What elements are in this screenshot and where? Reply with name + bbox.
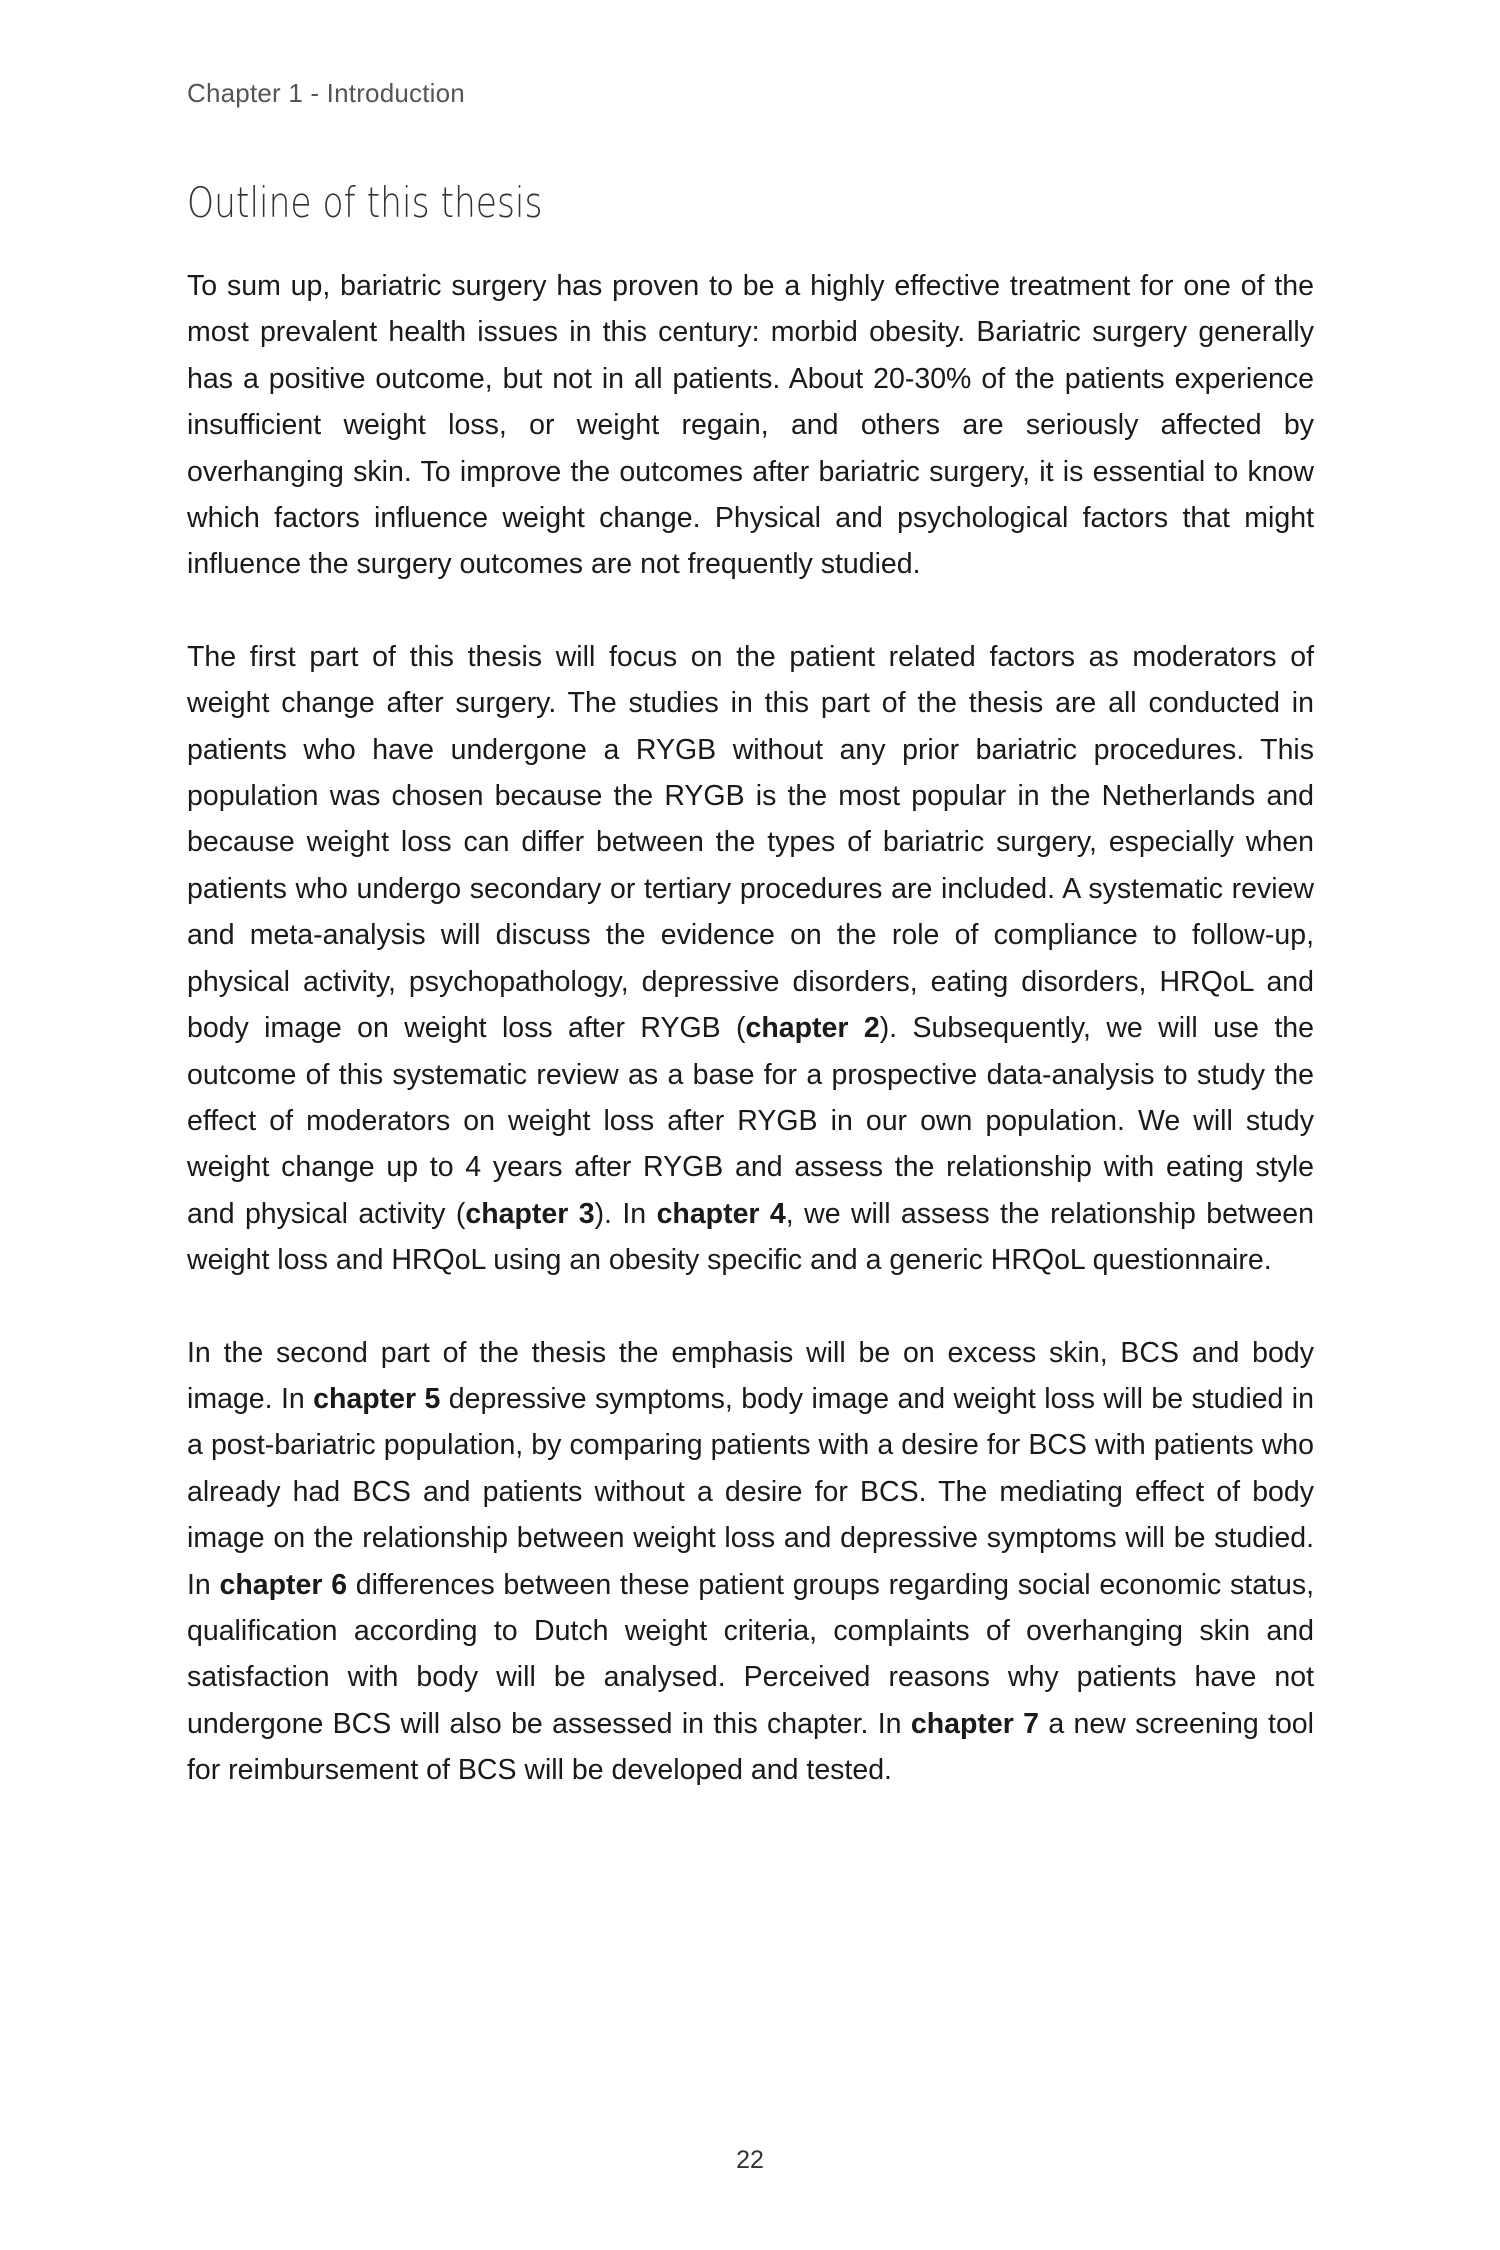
paragraph-part-one xyxy=(187,634,1314,1284)
text-run: ). Subsequently, we will use the outcome of this systematic review as a base for a prospective data-analysis to study the effect of moderators on weight loss after RYGB in our own population. We will study weight change up to 4 years after RYGB and assess the relationship with eating style and physical activity ( xyxy=(187,1012,1315,1230)
text-run: , we will assess the relationship between weight loss and HRQoL using an obesity specific and a generic HRQoL questionnaire. xyxy=(187,1197,1314,1277)
text-run: The first part of this thesis will focus on the patient related factors as moderators of weight change after surgery. The studies in this part of the thesis are all conducted in patients who have undergone a RYGB without any prior bariatric procedures. This population was chosen because the RYGB is the most popular in the Netherlands and because weight loss can differ between the types of bariatric surgery, especially when patients who undergo secondary or tertiary procedures are included. A systematic review and meta-analysis will discuss the evidence on the role of compliance to follow-up, physical activity, psychopathology, depressive disorders, eating disorders, HRQoL and body image on weight loss after RYGB ( xyxy=(187,640,1314,1045)
text-run: To sum up, bariatric surgery has proven to be a highly effective treatment for one of the most prevalent health issues in this century: morbid obesity. Bariatric surgery generally has a positive outcome, but not in all patients. About 20-30% of the patients experience insufficient weight loss, or weight regain, and others are seriously affected by overhanging skin. To improve the outcomes after bariatric surgery, it is essential to know which factors influence weight change. Physical and psychological factors that might influence the surgery outcomes are not frequently studied. xyxy=(187,270,1314,581)
text-run: differences between these patient groups regarding social economic status, qualification according to Dutch weight criteria, complaints of overhanging skin and satisfaction with body will be analysed. Perceived reasons why patients have not undergone BCS will also be assessed in this chapter. In xyxy=(187,1568,1314,1740)
paragraph-part-two xyxy=(187,1330,1314,1794)
section-title: Outline of this thesis xyxy=(187,178,543,227)
chapter-reference: chapter 5 xyxy=(313,1382,441,1415)
chapter-reference: chapter 2 xyxy=(745,1012,880,1045)
chapter-reference: chapter 4 xyxy=(656,1197,786,1230)
page-number: 22 xyxy=(736,2146,764,2174)
text-run: depressive symptoms, body image and weight loss will be studied in a post-bariatric population, by comparing patients with a desire for BCS with patients who already had BCS and patients without a desire for BCS. The mediating effect of body image on the relationship between weight loss and depressive symptoms will be studied. In xyxy=(187,1382,1314,1601)
text-run: In the second part of the thesis the emphasis will be on excess skin, BCS and body image. In xyxy=(187,1336,1314,1415)
chapter-reference: chapter 3 xyxy=(465,1197,595,1230)
text-run: ). In xyxy=(594,1197,657,1230)
running-head: Chapter 1 - Introduction xyxy=(187,78,465,108)
body-text xyxy=(187,263,1314,1840)
text-run: a new screening tool for reimbursement of BCS will be developed and tested. xyxy=(187,1707,1314,1787)
paragraph-summary xyxy=(187,263,1314,588)
chapter-reference: chapter 7 xyxy=(910,1707,1039,1740)
chapter-reference: chapter 6 xyxy=(219,1568,348,1601)
